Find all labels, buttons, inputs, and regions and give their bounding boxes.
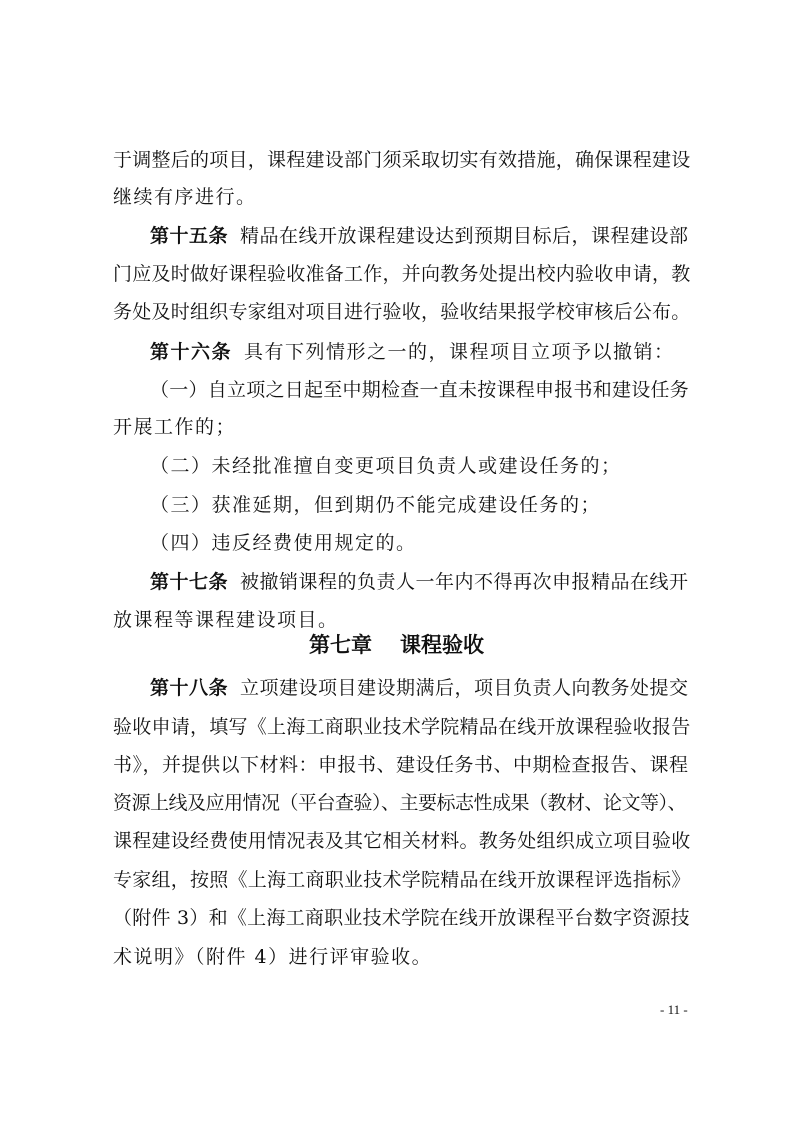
text-line: 于调整后的项目，课程建设部门须采取切实有效措施，确保课程建设 <box>113 149 691 171</box>
text-line: （四）违反经费使用规定的。 <box>150 532 417 554</box>
text-line: 放课程等课程建设项目。 <box>113 609 339 631</box>
article-line: 第十五条 精品在线开放课程建设达到预期目标后，课程建设部 <box>150 225 689 247</box>
article-label: 第十七条 <box>150 571 229 593</box>
text-line: 术说明》（附件 4）进行评审验收。 <box>113 946 433 968</box>
text-line: 开展工作的； <box>113 416 237 438</box>
text-line: 门应及时做好课程验收准备工作，并向教务处提出校内验收申请，教 <box>113 263 691 285</box>
text-line: （二）未经批准擅自变更项目负责人或建设任务的； <box>150 455 622 477</box>
article-line: 第十八条 立项建设项目建设期满后，项目负责人向教务处提交 <box>150 677 689 699</box>
text-line: 专家组，按照《上海工商职业技术学院精品在线开放课程评选指标》 <box>113 869 691 891</box>
article-label: 第十八条 <box>150 677 229 699</box>
text-line: 书》，并提供以下材料：申报书、建设任务书、中期检查报告、课程 <box>113 754 689 776</box>
text-line: （附件 3）和《上海工商职业技术学院在线开放课程平台数字资源技 <box>113 907 690 929</box>
text-line: 继续有序进行。 <box>113 186 257 208</box>
chapter-number: 第七章 <box>309 633 372 657</box>
text-line: （一）自立项之日起至中期检查一直未按课程申报书和建设任务 <box>150 379 690 401</box>
text-line: （三）获准延期，但到期仍不能完成建设任务的； <box>150 494 602 516</box>
article-line: 第十六条 具有下列情形之一的，课程项目立项予以撤销： <box>150 341 675 363</box>
chapter-title: 课程验收 <box>400 633 484 657</box>
chapter-heading <box>0 630 793 660</box>
text-line: 课程建设经费使用情况表及其它相关材料。教务处组织成立项目验收 <box>113 830 691 852</box>
text-line: 验收申请，填写《上海工商职业技术学院精品在线开放课程验收报告 <box>113 716 691 738</box>
page-number: - 11 - <box>660 1002 688 1017</box>
article-label: 第十六条 <box>150 341 233 363</box>
article-label: 第十五条 <box>150 225 229 247</box>
text-line: 务处及时组织专家组对项目进行验收，验收结果报学校审核后公布。 <box>113 301 691 323</box>
article-line: 第十七条 被撤销课程的负责人一年内不得再次申报精品在线开 <box>150 571 689 593</box>
text-line: 资源上线及应用情况（平台查验）、主要标志性成果（教材、论文等）、 <box>113 792 687 814</box>
